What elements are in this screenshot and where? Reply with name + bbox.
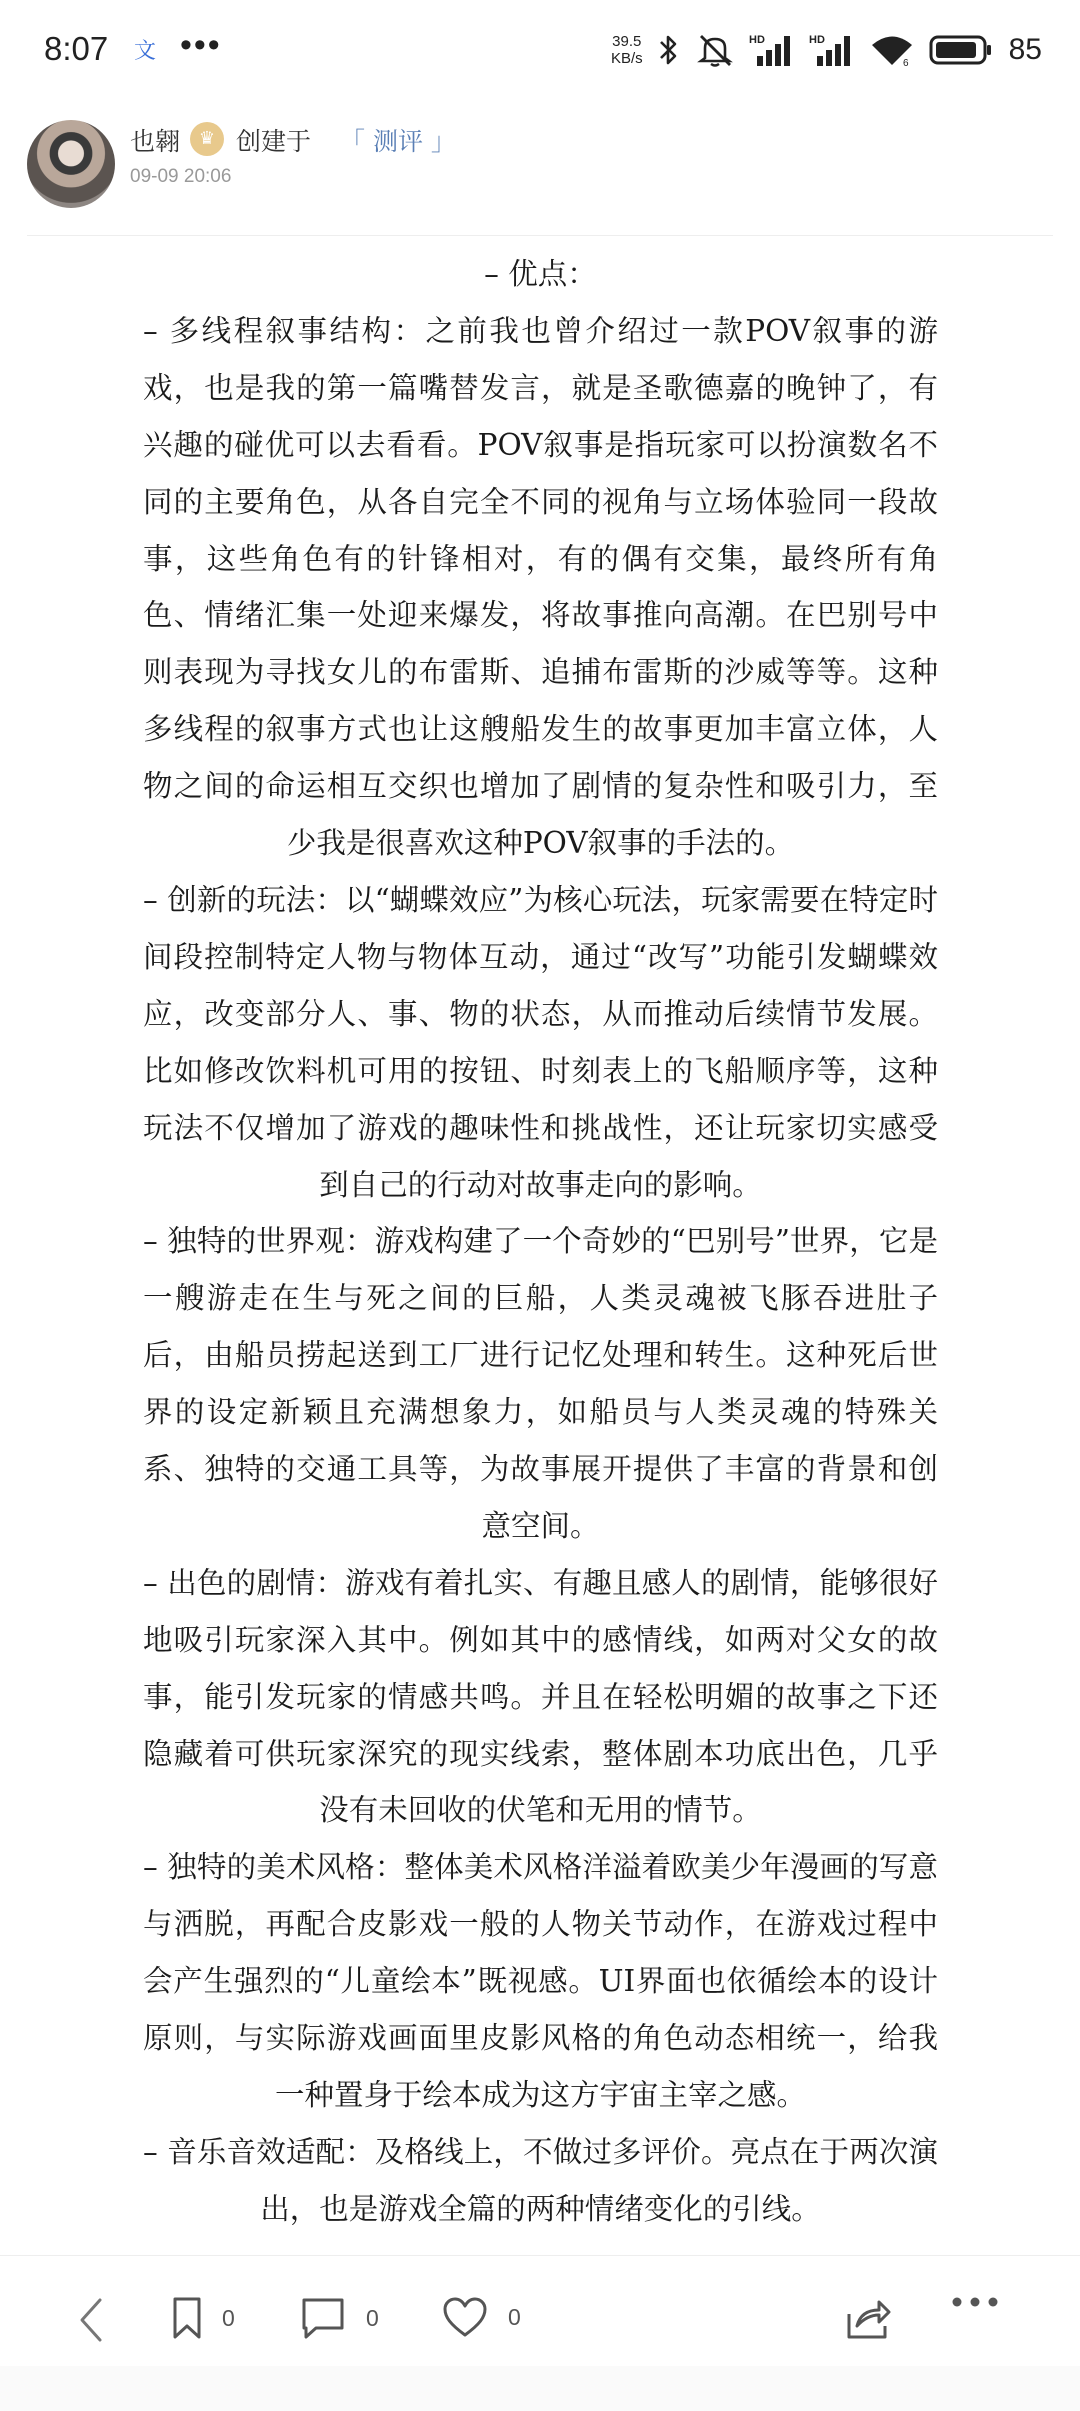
signal-hd-icon [749, 32, 795, 68]
bookmark-icon [172, 2296, 202, 2340]
article-body [143, 246, 938, 2238]
paragraph-music: – 音乐音效适配：及格线上，不做过多评价。亮点在于两次演出，也是游戏全篇的两种情绪变化的引线。 [143, 2134, 938, 2226]
author-name[interactable]: 也翱 [130, 127, 181, 156]
comment-count: 0 [366, 2304, 379, 2331]
bluetooth-icon [657, 32, 681, 68]
created-in-label: 创建于 [236, 127, 312, 156]
paragraph-narrative: – 多线程叙事结构：之前我也曾介绍过一款POV叙事的游戏，也是我的第一篇嘴替发言，就是圣歌德嘉的晚钟了，有兴趣的碰优可以去看看。POV叙事是指玩家可以扮演数名不同的主要角色，从各自完全不同的视角与立场体验同一段故事，这些角色有的针锋相对，有的偶有交集，最终所有角色、情绪汇集一处迎来爆发，将故事推向高潮。在巴别号中则表现为寻找女儿的布雷斯、追捕布雷斯的沙威等等。这种多线程的叙事方式也让这艘船发生的故事更加丰富立体，人物之间的命运相互交织也增加了剧情的复杂性和吸引力，至少我是很喜欢这种POV叙事的手法的。 [143, 313, 938, 861]
more-notifications-icon: ••• [180, 26, 222, 64]
more-icon [952, 2296, 998, 2308]
post-time: 09-09 20:06 [130, 166, 232, 187]
status-icons [611, 22, 1042, 78]
translate-app-icon: 文 [134, 38, 157, 63]
svg-text:HD: HD [808, 34, 825, 46]
paragraph-worldview: – 独特的世界观：游戏构建了一个奇妙的“巴别号”世界，它是一艘游走在生与死之间的巨船，人类灵魂被飞豚吞进肚子后，由船员捞起送到工厂进行记忆处理和转生。这种死后世界的设定新颖且充满想象力，如船员与人类灵魂的特殊关系、独特的交通工具等，为故事展开提供了丰富的背景和创意空间。 [143, 1224, 938, 1543]
paragraph-story: – 出色的剧情：游戏有着扎实、有趣且感人的剧情，能够很好地吸引玩家深入其中。例如其中的感情线，如两对父女的故事，能引发玩家的情感共鸣。并且在轻松明媚的故事之下还隐藏着可供玩家深究的现实线索，整体剧本功底出色，几乎没有未回收的伏笔和无用的情节。 [143, 1565, 938, 1828]
paragraph-art: – 独特的美术风格：整体美术风格洋溢着欧美少年漫画的写意与洒脱，再配合皮影戏一般的人物关节动作，在游戏过程中会产生强烈的“儿童绘本”既视感。UI界面也依循绘本的设计原则，与实际游戏画面里皮影风格的角色动态相统一，给我一种置身于绘本成为这方宇宙主宰之感。 [143, 1850, 938, 2112]
topic-link[interactable]: 「 测评 」 [340, 127, 456, 156]
paragraph-gameplay: – 创新的玩法：以“蝴蝶效应”为核心玩法，玩家需要在特定时间段控制特定人物与物体互动，通过“改写”功能引发蝴蝶效应，改变部分人、事、物的状态，从而推动后续情节发展。比如修改饮料机可用的按钮、时刻表上的飞船顺序等，这种玩法不仅增加了游戏的趣味性和挑战性，还让玩家切实感受到自己的行动对故事走向的影响。 [143, 882, 938, 1202]
chevron-left-icon [76, 2296, 106, 2344]
share-icon [845, 2296, 891, 2340]
network-speed: 39.5 KB/s [610, 33, 643, 67]
section-title: – 优点： [484, 257, 597, 291]
share-button[interactable] [845, 2296, 891, 2340]
like-button[interactable] [442, 2296, 521, 2338]
battery-percent: 85 [1008, 33, 1042, 66]
navigation-gesture-area [0, 2366, 1080, 2411]
more-options-button[interactable] [952, 2296, 998, 2308]
signal-hd-icon [809, 32, 855, 68]
bottom-action-bar [0, 2256, 1080, 2366]
like-count: 0 [508, 2303, 521, 2330]
header-divider [27, 235, 1053, 236]
heart-icon [442, 2296, 488, 2338]
crown-icon: ♛ [190, 122, 224, 156]
bookmark-count: 0 [222, 2304, 235, 2331]
svg-text:6: 6 [902, 58, 909, 68]
battery-icon [929, 33, 993, 67]
bookmark-button[interactable] [172, 2296, 235, 2340]
status-bar [0, 0, 1080, 100]
wifi-icon [869, 32, 915, 68]
mute-icon [695, 32, 735, 68]
comment-button[interactable] [300, 2296, 379, 2340]
comment-icon [300, 2296, 346, 2340]
avatar[interactable] [27, 120, 115, 208]
back-button[interactable] [76, 2296, 106, 2344]
svg-text:HD: HD [748, 34, 765, 46]
post-header [0, 100, 1080, 236]
status-time: 8:07 [44, 30, 109, 67]
